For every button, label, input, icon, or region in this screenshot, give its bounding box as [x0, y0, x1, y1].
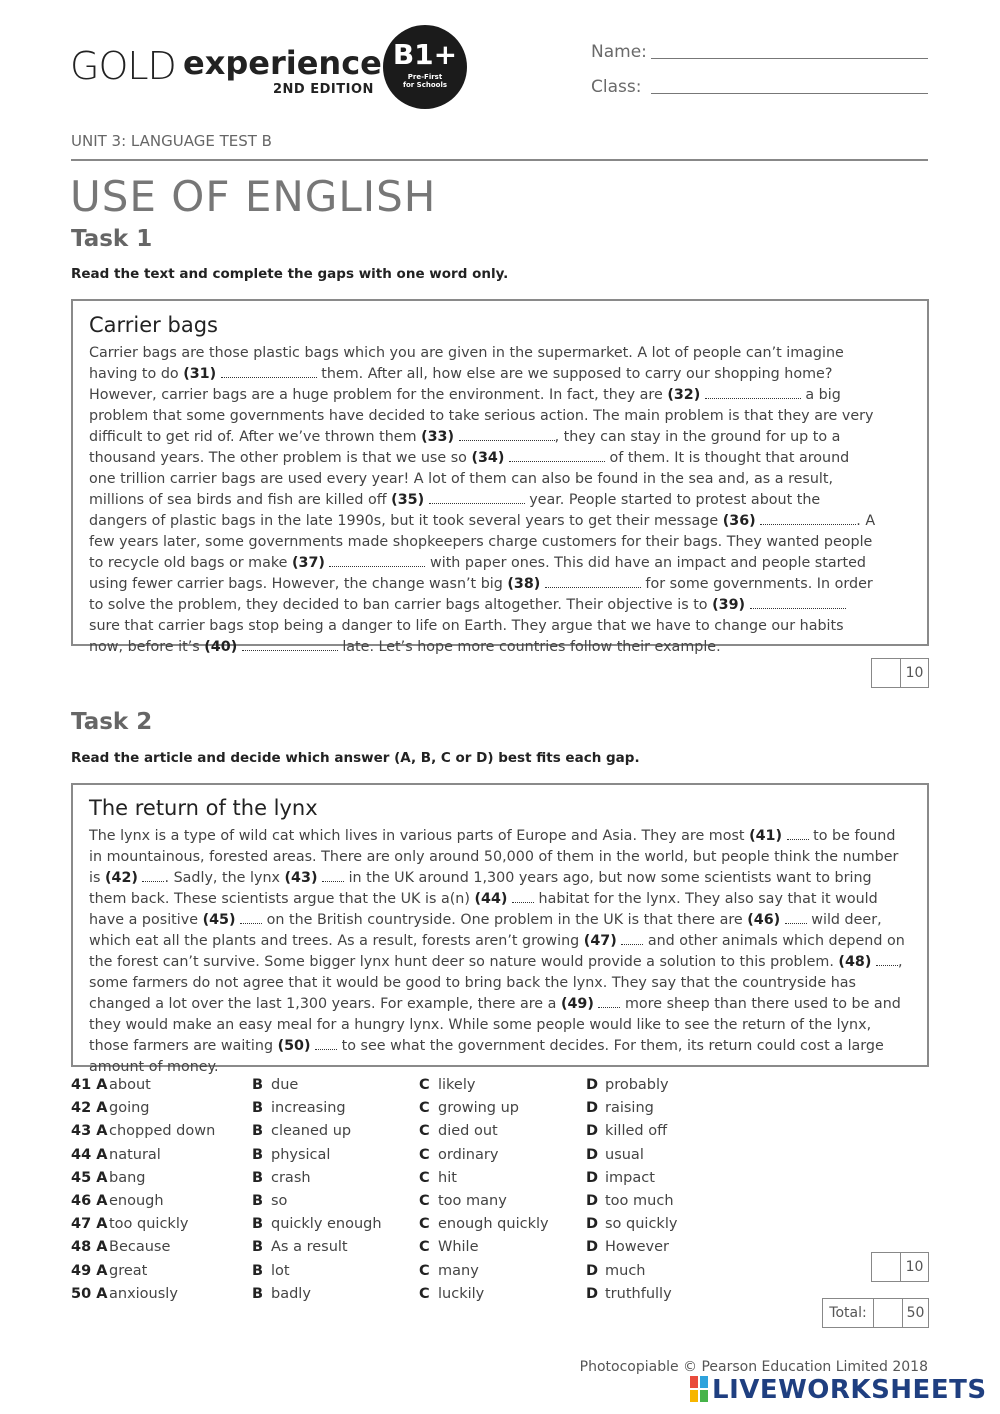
- task2-gap-number-42: (42): [104, 870, 138, 886]
- task1-answer-blank-31[interactable]: [221, 365, 317, 378]
- task1-gap-number-36: (36): [722, 513, 756, 529]
- task2-text-segment: wild deer, which eat all the plants and trees. As a result, forests aren’t growing: [89, 912, 882, 949]
- task1-text-segment: , they can stay in the ground for up to a thousand years. The other problem is that we use so: [89, 429, 841, 466]
- option-c[interactable]: hit: [438, 1169, 457, 1186]
- task2-gap-number-47: (47): [583, 933, 617, 949]
- option-number: 48 A: [71, 1239, 108, 1256]
- task1-gap-number-34: (34): [471, 450, 505, 466]
- task1-passage: [89, 343, 879, 658]
- option-row: [71, 1286, 691, 1309]
- option-letter-b: B: [252, 1262, 264, 1279]
- option-c[interactable]: growing up: [438, 1100, 520, 1117]
- option-a[interactable]: chopped down: [109, 1123, 216, 1140]
- option-letter-b: B: [252, 1169, 264, 1186]
- option-number: 41 A: [71, 1077, 108, 1093]
- task1-answer-blank-38[interactable]: [545, 575, 641, 588]
- option-letter-b: B: [252, 1285, 264, 1302]
- task1-instruction: Read the text and complete the gaps with one word only.: [71, 266, 509, 282]
- option-a[interactable]: too quickly: [109, 1216, 189, 1233]
- task2-text-segment: on the British countryside. One problem in the UK is that there are: [262, 912, 748, 928]
- option-letter-c: C: [419, 1100, 430, 1117]
- task2-gap-number-49: (49): [560, 996, 594, 1012]
- option-letter-c: C: [419, 1169, 430, 1186]
- option-c[interactable]: too many: [438, 1193, 507, 1209]
- task2-instruction: Read the article and decide which answer (A, B, C or D) best fits each gap.: [71, 750, 640, 766]
- task2-answer-blank-41[interactable]: [787, 827, 809, 840]
- task2-gap-number-43: (43): [284, 870, 318, 886]
- option-d[interactable]: much: [605, 1262, 646, 1279]
- task2-gap-number-41: (41): [749, 828, 783, 844]
- option-d[interactable]: too much: [605, 1193, 674, 1209]
- task1-score-box: [871, 658, 929, 688]
- task2-box-title: The return of the lynx: [89, 796, 318, 820]
- option-letter-d: D: [586, 1100, 599, 1117]
- task1-answer-blank-33[interactable]: [459, 428, 555, 441]
- option-b[interactable]: As a result: [271, 1239, 348, 1256]
- option-a[interactable]: about: [109, 1077, 151, 1093]
- header-divider: [71, 159, 928, 161]
- option-row: [71, 1147, 691, 1170]
- liveworksheets-logo: [690, 1375, 987, 1405]
- option-c[interactable]: many: [438, 1262, 479, 1279]
- option-d[interactable]: truthfully: [605, 1285, 672, 1302]
- task2-heading: Task 2: [71, 709, 153, 735]
- option-b[interactable]: quickly enough: [271, 1216, 382, 1233]
- option-d[interactable]: killed off: [605, 1123, 668, 1140]
- option-row: [71, 1100, 691, 1123]
- option-letter-c: C: [419, 1262, 430, 1279]
- option-letter-b: B: [252, 1193, 264, 1209]
- task1-text-segment: with paper ones. This did have an impact and people started using fewer carrier bags. However, the change wasn’t big: [89, 555, 866, 592]
- option-b[interactable]: so: [271, 1193, 288, 1209]
- option-c[interactable]: ordinary: [438, 1146, 499, 1163]
- name-label: Name:: [591, 42, 647, 62]
- task1-score-max: 10: [905, 665, 924, 681]
- option-letter-c: C: [419, 1285, 430, 1302]
- option-number: 45 A: [71, 1169, 108, 1186]
- option-a[interactable]: natural: [109, 1146, 161, 1163]
- task2-text-segment: , some farmers do not agree that it would be good to bring back the lynx. They say that the countryside has changed a lot over the last 1,300 years. For example, there are a: [89, 954, 903, 1012]
- option-letter-c: C: [419, 1239, 430, 1256]
- task1-gap-number-35: (35): [391, 492, 425, 508]
- option-d[interactable]: raising: [605, 1100, 654, 1117]
- task1-score-input[interactable]: [872, 659, 901, 687]
- option-row: [71, 1170, 691, 1193]
- task2-text-segment: to see what the government decides. For them, its return could cost a large amount of money.: [89, 1038, 884, 1075]
- option-row: [71, 1216, 691, 1239]
- task2-passage: [89, 826, 909, 1078]
- option-row: [71, 1123, 691, 1146]
- task2-answer-blank-45[interactable]: [240, 911, 262, 924]
- task1-text-segment: sure that carrier bags stop being a danger to life on Earth. They argue that we have to change our habits now, before it’s: [89, 618, 844, 655]
- option-number: 47 A: [71, 1216, 108, 1233]
- task1-gap-number-40: (40): [204, 639, 238, 655]
- task2-options: [71, 1077, 691, 1317]
- task2-gap-number-45: (45): [202, 912, 236, 928]
- option-number: 50 A: [71, 1285, 108, 1302]
- task1-gap-number-31: (31): [183, 366, 217, 382]
- option-b[interactable]: cleaned up: [271, 1123, 352, 1140]
- task1-box-title: Carrier bags: [89, 313, 218, 337]
- option-row: [71, 1077, 691, 1100]
- task2-answer-blank-46[interactable]: [785, 911, 807, 924]
- option-d[interactable]: However: [605, 1239, 670, 1256]
- task1-answer-blank-37[interactable]: [329, 554, 425, 567]
- logo-edition: 2ND EDITION: [273, 82, 374, 97]
- option-d[interactable]: usual: [605, 1146, 644, 1163]
- option-d[interactable]: probably: [605, 1077, 669, 1093]
- task1-answer-blank-35[interactable]: [429, 491, 525, 504]
- task1-gap-number-32: (32): [667, 387, 701, 403]
- task1-text-segment: . A few years later, some governments made shopkeepers charge customers for their bags. They wanted people to recycle old bags or make: [89, 513, 876, 571]
- option-letter-d: D: [586, 1262, 599, 1279]
- task2-text-segment: The lynx is a type of wild cat which lives in various parts of Europe and Asia. They are most: [89, 828, 750, 844]
- option-letter-c: C: [419, 1077, 430, 1093]
- option-letter-d: D: [586, 1123, 599, 1140]
- task2-answer-blank-50[interactable]: [315, 1037, 337, 1050]
- badge-level: B1+: [392, 38, 458, 71]
- task2-text-box: [71, 783, 929, 1075]
- task1-gap-number-38: (38): [507, 576, 541, 592]
- task1-answer-blank-39[interactable]: [750, 596, 846, 609]
- task1-text-segment: of them. It is thought that around one trillion carrier bags are used every year! A lot of them can also be found in the sea and, as a result, millions of sea birds and fish are killed off: [89, 450, 850, 508]
- option-letter-c: C: [419, 1193, 430, 1209]
- option-c[interactable]: likely: [438, 1077, 476, 1093]
- option-letter-d: D: [586, 1216, 599, 1233]
- task1-gap-number-37: (37): [291, 555, 325, 571]
- task1-gap-number-33: (33): [421, 429, 455, 445]
- option-a[interactable]: enough: [109, 1193, 164, 1209]
- option-d[interactable]: impact: [605, 1169, 655, 1186]
- task1-text-box: [71, 299, 929, 655]
- task2-text-segment: to be found in mountainous, forested areas. There are only around 50,000 of them in the world, but people think the number is: [89, 828, 899, 886]
- task1-text-segment: a big problem that some governments have decided to take serious action. The main problem is that they are very difficult to get rid of. After we’ve thrown them: [89, 387, 874, 445]
- liveworksheets-wordmark: LIVEWORKSHEETS: [712, 1375, 987, 1405]
- badge-subtitle: Pre-First for Schools: [402, 73, 448, 89]
- task1-text-segment: them. After all, how else are we supposed to carry our shopping home? However, carrier bags are a huge problem for the environment. In fact, they are: [89, 366, 833, 403]
- task2-answer-blank-42[interactable]: [142, 869, 164, 882]
- task2-gap-number-46: (46): [747, 912, 781, 928]
- option-row: [71, 1239, 691, 1262]
- task1-gap-number-39: (39): [712, 597, 746, 613]
- option-number: 49 A: [71, 1262, 108, 1279]
- level-badge: [383, 25, 467, 109]
- task1-answer-blank-32[interactable]: [705, 386, 801, 399]
- option-b[interactable]: badly: [271, 1285, 311, 1302]
- option-row: [71, 1263, 691, 1286]
- task1-text-segment: for some governments. In order to solve the problem, they decided to ban carrier bags altogether. Their objective is to: [89, 576, 873, 613]
- option-a[interactable]: great: [109, 1262, 148, 1279]
- option-letter-b: B: [252, 1100, 264, 1117]
- task1-heading: Task 1: [71, 226, 153, 252]
- option-letter-c: C: [419, 1216, 430, 1233]
- option-c[interactable]: enough quickly: [438, 1216, 549, 1233]
- option-a[interactable]: Because: [109, 1239, 171, 1256]
- task2-score-box: [871, 1252, 929, 1282]
- option-letter-d: D: [586, 1077, 599, 1093]
- option-c[interactable]: died out: [438, 1123, 498, 1140]
- copyright: Photocopiable © Pearson Education Limited 2018: [579, 1359, 928, 1375]
- option-number: 46 A: [71, 1193, 108, 1209]
- name-field[interactable]: [651, 57, 928, 59]
- option-letter-d: D: [586, 1193, 599, 1209]
- option-b[interactable]: lot: [271, 1262, 290, 1279]
- task1-text-segment: Carrier bags are those plastic bags which you are given in the supermarket. A lot of people can’t imagine having to do: [89, 345, 844, 382]
- task2-answer-blank-44[interactable]: [512, 890, 534, 903]
- task2-answer-blank-43[interactable]: [322, 869, 344, 882]
- option-c[interactable]: While: [438, 1239, 479, 1256]
- liveworksheets-tiles-icon: [690, 1376, 708, 1402]
- task2-answer-blank-47[interactable]: [621, 932, 643, 945]
- option-number: 44 A: [71, 1146, 108, 1163]
- logo-gold: GOLD: [70, 44, 176, 88]
- task2-answer-blank-48[interactable]: [876, 953, 898, 966]
- task1-answer-blank-34[interactable]: [509, 449, 605, 462]
- option-b[interactable]: increasing: [271, 1100, 346, 1117]
- option-letter-b: B: [252, 1146, 264, 1163]
- task2-text-segment: . Sadly, the lynx: [164, 870, 285, 886]
- option-b[interactable]: crash: [271, 1169, 311, 1186]
- option-letter-b: B: [252, 1216, 264, 1233]
- task1-answer-blank-36[interactable]: [760, 512, 856, 525]
- total-max: 50: [906, 1305, 925, 1321]
- option-b[interactable]: due: [271, 1077, 299, 1093]
- task2-score-input[interactable]: [872, 1253, 901, 1281]
- class-field[interactable]: [651, 92, 928, 94]
- page-title: USE OF ENGLISH: [70, 172, 437, 221]
- option-c[interactable]: luckily: [438, 1285, 485, 1302]
- option-a[interactable]: bang: [109, 1169, 146, 1186]
- option-letter-d: D: [586, 1169, 599, 1186]
- task1-text-segment: year. People started to protest about the dangers of plastic bags in the late 1990s, but it took several years to get their message: [89, 492, 821, 529]
- option-letter-d: D: [586, 1285, 599, 1302]
- option-letter-b: B: [252, 1077, 264, 1093]
- task2-text-segment: more sheep than there used to be and they would make an easy meal for a hungry lynx. While some people would like to see the return of the lynx, those farmers are waiting: [89, 996, 901, 1054]
- option-letter-c: C: [419, 1123, 430, 1140]
- option-number: 42 A: [71, 1100, 108, 1117]
- task1-text-segment: late. Let’s hope more countries follow their example.: [337, 639, 721, 655]
- class-label: Class:: [591, 77, 642, 97]
- option-letter-c: C: [419, 1146, 430, 1163]
- option-a[interactable]: anxiously: [109, 1285, 178, 1302]
- task2-text-segment: habitat for the lynx. They also say that it would have a positive: [89, 891, 878, 928]
- task2-score-max: 10: [905, 1259, 924, 1275]
- option-letter-d: D: [586, 1239, 599, 1256]
- option-letter-d: D: [586, 1146, 599, 1163]
- task2-answer-blank-49[interactable]: [598, 995, 620, 1008]
- option-number: 43 A: [71, 1123, 108, 1140]
- task2-gap-number-44: (44): [474, 891, 508, 907]
- option-b[interactable]: physical: [271, 1146, 331, 1163]
- option-letter-b: B: [252, 1123, 264, 1140]
- task2-gap-number-48: (48): [838, 954, 872, 970]
- option-letter-b: B: [252, 1239, 264, 1256]
- option-a[interactable]: going: [109, 1100, 150, 1117]
- total-score-input[interactable]: [874, 1299, 903, 1327]
- logo-experience: experience: [183, 44, 382, 82]
- task2-text-segment: and other animals which depend on the forest can’t survive. Some bigger lynx hunt deer so nature would provide a solution to this problem.: [89, 933, 905, 970]
- unit-label: UNIT 3: LANGUAGE TEST B: [71, 132, 272, 150]
- task1-answer-blank-40[interactable]: [242, 638, 338, 651]
- task2-text-segment: in the UK around 1,300 years ago, but now some scientists want to bring them back. These scientists argue that the UK is a(n): [89, 870, 872, 907]
- total-label: Total:: [823, 1299, 874, 1327]
- option-row: [71, 1193, 691, 1216]
- option-d[interactable]: so quickly: [605, 1216, 678, 1233]
- total-score-box: [822, 1298, 929, 1328]
- task2-gap-number-50: (50): [277, 1038, 311, 1054]
